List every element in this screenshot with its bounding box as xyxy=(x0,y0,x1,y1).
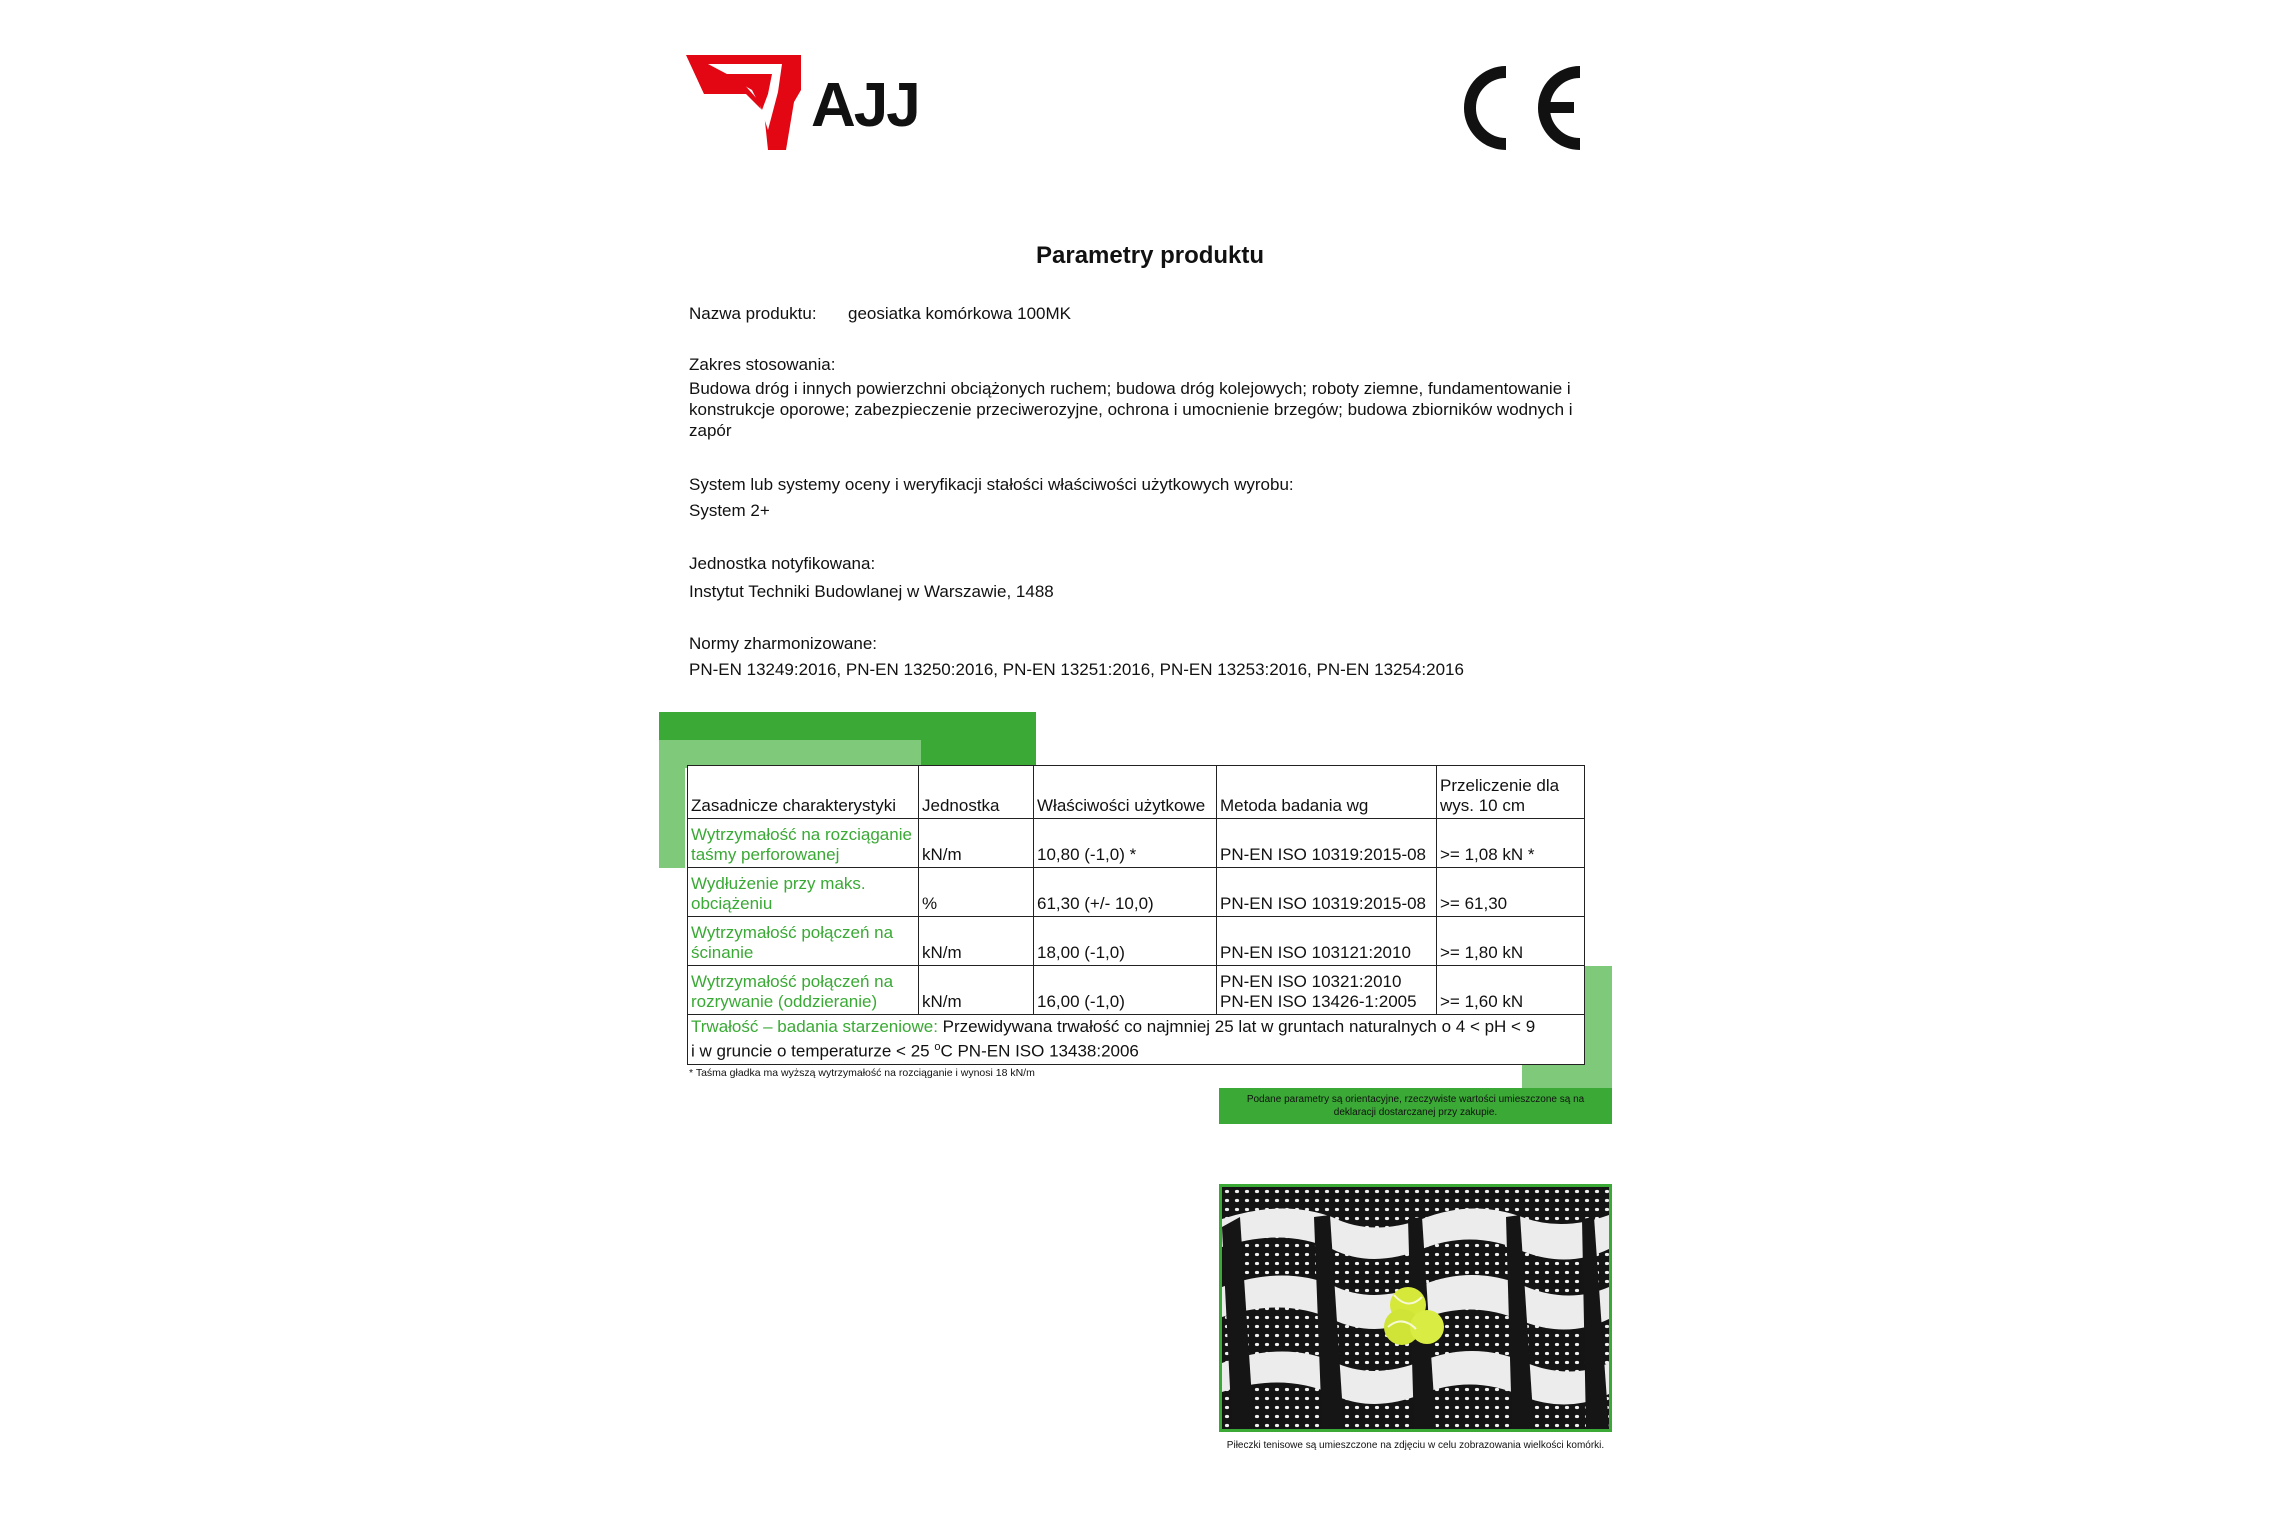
green-note-box xyxy=(1219,1088,1612,1124)
scope-label: Zakres stosowania: xyxy=(689,355,836,374)
page-title: Parametry produktu xyxy=(1036,242,1265,269)
scope-line-2: konstrukcje oporowe; zabezpieczenie przeciwerozyjne, ochrona i umocnienie brzegów; budowa zbiorników wodnych i xyxy=(689,400,1573,419)
table-row xyxy=(688,917,1585,966)
header-value: Właściwości użytkowe xyxy=(1034,766,1217,819)
ajj-logo xyxy=(686,52,919,152)
row-unit: kN/m xyxy=(919,966,1034,1015)
norms-value: PN-EN 13249:2016, PN-EN 13250:2016, PN-EN 13251:2016, PN-EN 13253:2016, PN-EN 13254:2016 xyxy=(689,660,1464,679)
green-accent-strip xyxy=(685,740,921,768)
ce-mark xyxy=(1448,60,1588,156)
row-conversion: >= 1,80 kN xyxy=(1437,917,1585,966)
notified-body-label: Jednostka notyfikowana: xyxy=(689,554,876,573)
row-unit: kN/m xyxy=(919,917,1034,966)
row-method xyxy=(1217,966,1437,1015)
header-method: Metoda badania wg xyxy=(1217,766,1437,819)
row-method: PN-EN ISO 103121:2010 xyxy=(1217,917,1437,966)
row-method: PN-EN ISO 10319:2015-08 xyxy=(1217,868,1437,917)
durability-row xyxy=(688,1015,1585,1065)
spec-table xyxy=(687,765,1585,1065)
geocell-photo-image xyxy=(1222,1187,1609,1429)
row-method-line-2: PN-EN ISO 13426-1:2005 xyxy=(1220,992,1417,1011)
table-row xyxy=(688,868,1585,917)
row-name: Wytrzymałość połączeń na ścinanie xyxy=(688,917,919,966)
system-value: System 2+ xyxy=(689,501,770,520)
row-value: 61,30 (+/- 10,0) xyxy=(1034,868,1217,917)
row-value: 16,00 (-1,0) xyxy=(1034,966,1217,1015)
row-unit: % xyxy=(919,868,1034,917)
row-name: Wytrzymałość na rozciąganie taśmy perforowanej xyxy=(688,819,919,868)
notified-body-value: Instytut Techniki Budowlanej w Warszawie, 1488 xyxy=(689,582,1054,601)
table-row xyxy=(688,819,1585,868)
row-name: Wytrzymałość połączeń na rozrywanie (oddzieranie) xyxy=(688,966,919,1015)
row-unit: kN/m xyxy=(919,819,1034,868)
photo-caption: Piłeczki tenisowe są umieszczone na zdjęciu w celu zobrazowania wielkości komórki. xyxy=(1226,1440,1605,1451)
ce-mark-icon xyxy=(1448,60,1588,156)
row-conversion: >= 1,08 kN * xyxy=(1437,819,1585,868)
green-note-text: Podane parametry są orientacyjne, rzeczywiste wartości umieszczone są na deklaracji dostarczanej przy zakupie. xyxy=(1246,1094,1585,1118)
header-unit: Jednostka xyxy=(919,766,1034,819)
row-name: Wydłużenie przy maks. obciążeniu xyxy=(688,868,919,917)
product-photo xyxy=(1219,1184,1612,1432)
durability-text-2a: i w gruncie o temperaturze < 25 xyxy=(691,1041,935,1061)
row-method-line-1: PN-EN ISO 10321:2010 xyxy=(1220,972,1402,991)
scope-line-1: Budowa dróg i innych powierzchni obciążonych ruchem; budowa dróg kolejowych; roboty ziemne, fundamentowanie i xyxy=(689,379,1571,398)
row-conversion: >= 61,30 xyxy=(1437,868,1585,917)
table-header-row xyxy=(688,766,1585,819)
product-name-label: Nazwa produktu: xyxy=(689,304,817,323)
durability-text-1: Przewidywana trwałość co najmniej 25 lat w gruntach naturalnych o 4 < pH < 9 xyxy=(937,1017,1536,1036)
product-name-value: geosiatka komórkowa 100MK xyxy=(848,304,1072,323)
durability-label: Trwałość – badania starzeniowe: xyxy=(691,1017,938,1036)
durability-cell xyxy=(688,1015,1585,1065)
row-value: 18,00 (-1,0) xyxy=(1034,917,1217,966)
system-label: System lub systemy oceny i weryfikacji stałości właściwości użytkowych wyrobu: xyxy=(689,475,1294,494)
green-accent-side xyxy=(659,740,685,868)
header-conversion: Przeliczenie dla wys. 10 cm xyxy=(1437,766,1585,819)
row-method: PN-EN ISO 10319:2015-08 xyxy=(1217,819,1437,868)
ajj-logo-text: AJJ xyxy=(811,71,919,140)
scope-line-3: zapór xyxy=(689,421,732,440)
header-characteristic: Zasadnicze charakterystyki xyxy=(688,766,919,819)
durability-text-2b: C PN-EN ISO 13438:2006 xyxy=(940,1041,1139,1061)
row-value: 10,80 (-1,0) * xyxy=(1034,819,1217,868)
norms-label: Normy zharmonizowane: xyxy=(689,634,878,653)
table-row xyxy=(688,966,1585,1015)
footnote: * Taśma gładka ma wyższą wytrzymałość na rozciąganie i wynosi 18 kN/m xyxy=(689,1067,1035,1079)
durability-sup: o xyxy=(934,1041,941,1053)
row-conversion: >= 1,60 kN xyxy=(1437,966,1585,1015)
